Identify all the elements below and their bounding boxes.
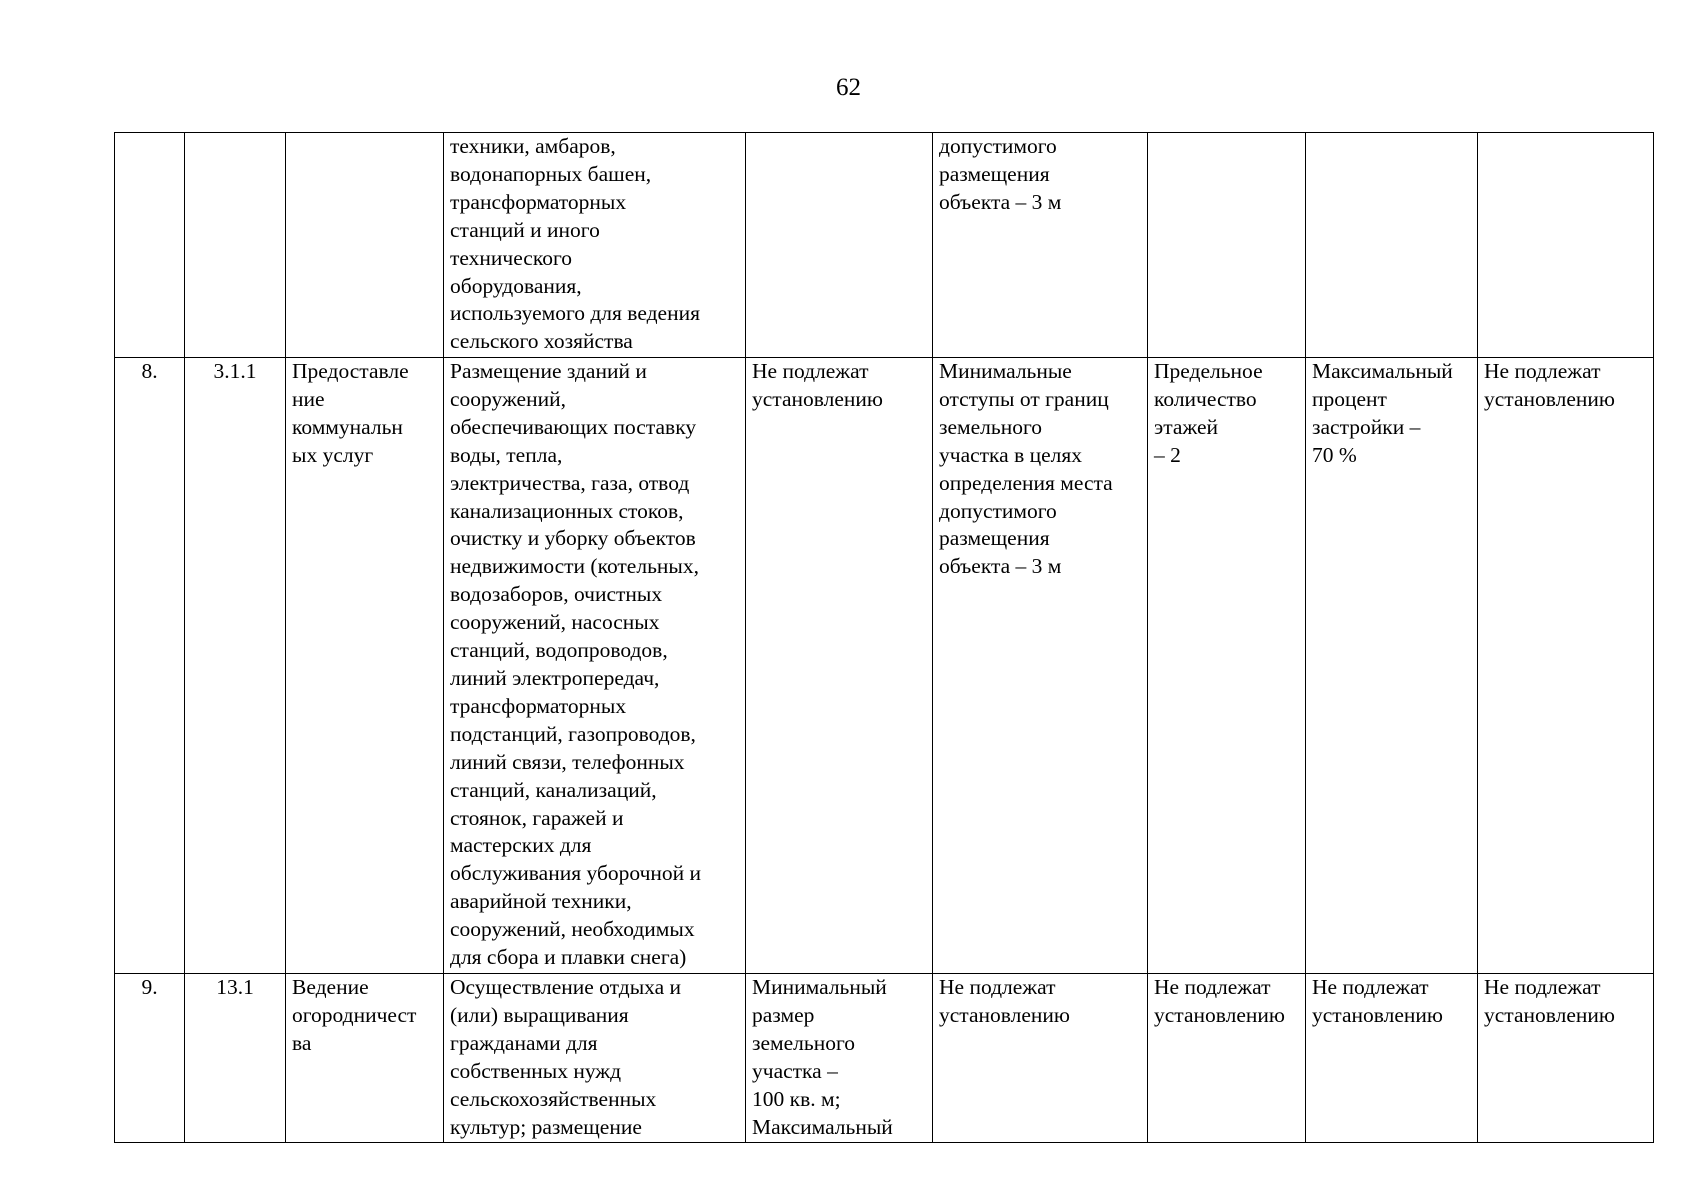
plot-size-cell xyxy=(746,974,933,1143)
cell-line: линий электропередач, xyxy=(450,665,660,690)
cell-line: водонапорных башен, xyxy=(450,161,652,186)
cell-line: собственных нужд xyxy=(450,1058,622,1083)
zoning-regulations-table xyxy=(114,132,1654,1143)
cell-line: канализационных стоков, xyxy=(450,498,684,523)
cell-line: 3.1.1 xyxy=(213,359,257,383)
cell-line: Размещение зданий и xyxy=(450,359,647,383)
cell-line: установлению xyxy=(1484,386,1615,411)
cell-line: очистку и уборку объектов xyxy=(450,526,696,551)
cell-line: используемого для ведения xyxy=(450,301,700,326)
build-percent-cell xyxy=(1306,974,1478,1143)
floors-limit-cell xyxy=(1148,974,1306,1143)
table-row xyxy=(115,358,1654,974)
cell-line: сооружений, необходимых xyxy=(450,917,695,942)
cell-line: Осуществление отдыха и xyxy=(450,975,682,999)
setback-cell xyxy=(933,974,1148,1143)
page-number: 62 xyxy=(836,74,861,101)
cell-line: гражданами для xyxy=(450,1030,598,1055)
cell-line: участка – xyxy=(752,1058,838,1083)
row-number-cell xyxy=(115,358,185,974)
build-percent-cell xyxy=(1306,358,1478,974)
cell-line: 70 % xyxy=(1312,442,1357,467)
cell-line: станций, канализаций, xyxy=(450,777,657,802)
cell-line: 100 кв. м; xyxy=(752,1086,841,1111)
cell-line: недвижимости (котельных, xyxy=(450,554,699,579)
cell-line: Не подлежат xyxy=(1484,359,1601,383)
cell-line: (или) выращивания xyxy=(450,1002,629,1027)
cell-line: обслуживания уборочной и xyxy=(450,861,702,886)
cell-line: Предельное xyxy=(1154,359,1263,383)
setback-cell xyxy=(933,133,1148,358)
cell-line: допустимого xyxy=(939,134,1057,158)
use-description-cell xyxy=(444,133,746,358)
cell-line: ние xyxy=(292,386,325,411)
cell-line: – 2 xyxy=(1154,442,1181,467)
build-percent-cell xyxy=(1306,133,1478,358)
floors-limit-cell xyxy=(1148,358,1306,974)
setback-cell xyxy=(933,358,1148,974)
cell-line: Максимальный xyxy=(1312,359,1453,383)
cell-line: допустимого xyxy=(939,498,1057,523)
cell-line: Предоставле xyxy=(292,359,409,383)
cell-line: процент xyxy=(1312,386,1387,411)
use-description-cell xyxy=(444,358,746,974)
cell-line: Не подлежат xyxy=(752,359,869,383)
floors-limit-cell xyxy=(1148,133,1306,358)
cell-line: земельного xyxy=(752,1030,856,1055)
use-description-cell xyxy=(444,974,746,1143)
cell-line: размер xyxy=(752,1002,815,1027)
cell-line: Максимальный xyxy=(752,1114,893,1139)
cell-line: коммунальн xyxy=(292,414,403,439)
cell-line: подстанций, газопроводов, xyxy=(450,721,696,746)
other-params-cell xyxy=(1478,133,1654,358)
cell-line: установлению xyxy=(1312,1002,1443,1027)
cell-line: технического xyxy=(450,245,572,270)
type-code-cell xyxy=(185,974,286,1143)
cell-line: Не подлежат xyxy=(1312,975,1429,999)
cell-line: стоянок, гаражей и xyxy=(450,805,624,830)
cell-line: 9. xyxy=(141,975,158,999)
cell-line: сельского хозяйства xyxy=(450,329,633,354)
cell-line: электричества, газа, отвод xyxy=(450,470,690,495)
cell-line: 13.1 xyxy=(216,975,254,999)
cell-line: сооружений, насосных xyxy=(450,610,660,635)
cell-line: Минимальный xyxy=(752,975,887,999)
cell-line: сельскохозяйственных xyxy=(450,1086,657,1111)
cell-line: воды, тепла, xyxy=(450,442,563,467)
cell-line: огородничест xyxy=(292,1002,417,1027)
cell-line: культур; размещение xyxy=(450,1114,642,1139)
cell-line: застройки – xyxy=(1312,414,1421,439)
cell-line: Ведение xyxy=(292,975,369,999)
table-row xyxy=(115,974,1654,1143)
cell-line: установлению xyxy=(752,386,883,411)
other-params-cell xyxy=(1478,974,1654,1143)
cell-line: Не подлежат xyxy=(939,975,1056,999)
use-type-name-cell xyxy=(286,133,444,358)
cell-line: размещения xyxy=(939,526,1050,551)
cell-line: установлению xyxy=(1154,1002,1285,1027)
type-code-cell xyxy=(185,358,286,974)
cell-line: трансформаторных xyxy=(450,693,627,718)
cell-line: 8. xyxy=(141,359,158,383)
cell-line: установлению xyxy=(939,1002,1070,1027)
cell-line: ых услуг xyxy=(292,442,374,467)
cell-line: обеспечивающих поставку xyxy=(450,414,697,439)
cell-line: количество xyxy=(1154,386,1257,411)
row-number-cell xyxy=(115,974,185,1143)
cell-line: объекта – 3 м xyxy=(939,554,1062,579)
cell-line: оборудования, xyxy=(450,273,582,298)
other-params-cell xyxy=(1478,358,1654,974)
cell-line: размещения xyxy=(939,161,1050,186)
cell-line: земельного xyxy=(939,414,1043,439)
use-type-name-cell xyxy=(286,358,444,974)
cell-line: Не подлежат xyxy=(1154,975,1271,999)
use-type-name-cell xyxy=(286,974,444,1143)
cell-line: Минимальные xyxy=(939,359,1072,383)
cell-line: участка в целях xyxy=(939,442,1083,467)
cell-line: объекта – 3 м xyxy=(939,189,1062,214)
type-code-cell xyxy=(185,133,286,358)
plot-size-cell xyxy=(746,133,933,358)
cell-line: отступы от границ xyxy=(939,386,1109,411)
cell-line: линий связи, телефонных xyxy=(450,749,685,774)
cell-line: установлению xyxy=(1484,1002,1615,1027)
cell-line: станций и иного xyxy=(450,217,600,242)
cell-line: трансформаторных xyxy=(450,189,627,214)
table-row xyxy=(115,133,1654,358)
cell-line: мастерских для xyxy=(450,833,592,858)
cell-line: водозаборов, очистных xyxy=(450,582,663,607)
row-number-cell xyxy=(115,133,185,358)
cell-line: ва xyxy=(292,1030,312,1055)
cell-line: аварийной техники, xyxy=(450,889,632,914)
cell-line: для сбора и плавки снега) xyxy=(450,945,687,970)
cell-line: определения места xyxy=(939,470,1113,495)
cell-line: Не подлежат xyxy=(1484,975,1601,999)
cell-line: сооружений, xyxy=(450,386,566,411)
cell-line: этажей xyxy=(1154,414,1219,439)
cell-line: станций, водопроводов, xyxy=(450,638,668,663)
cell-line: техники, амбаров, xyxy=(450,134,616,158)
plot-size-cell xyxy=(746,358,933,974)
